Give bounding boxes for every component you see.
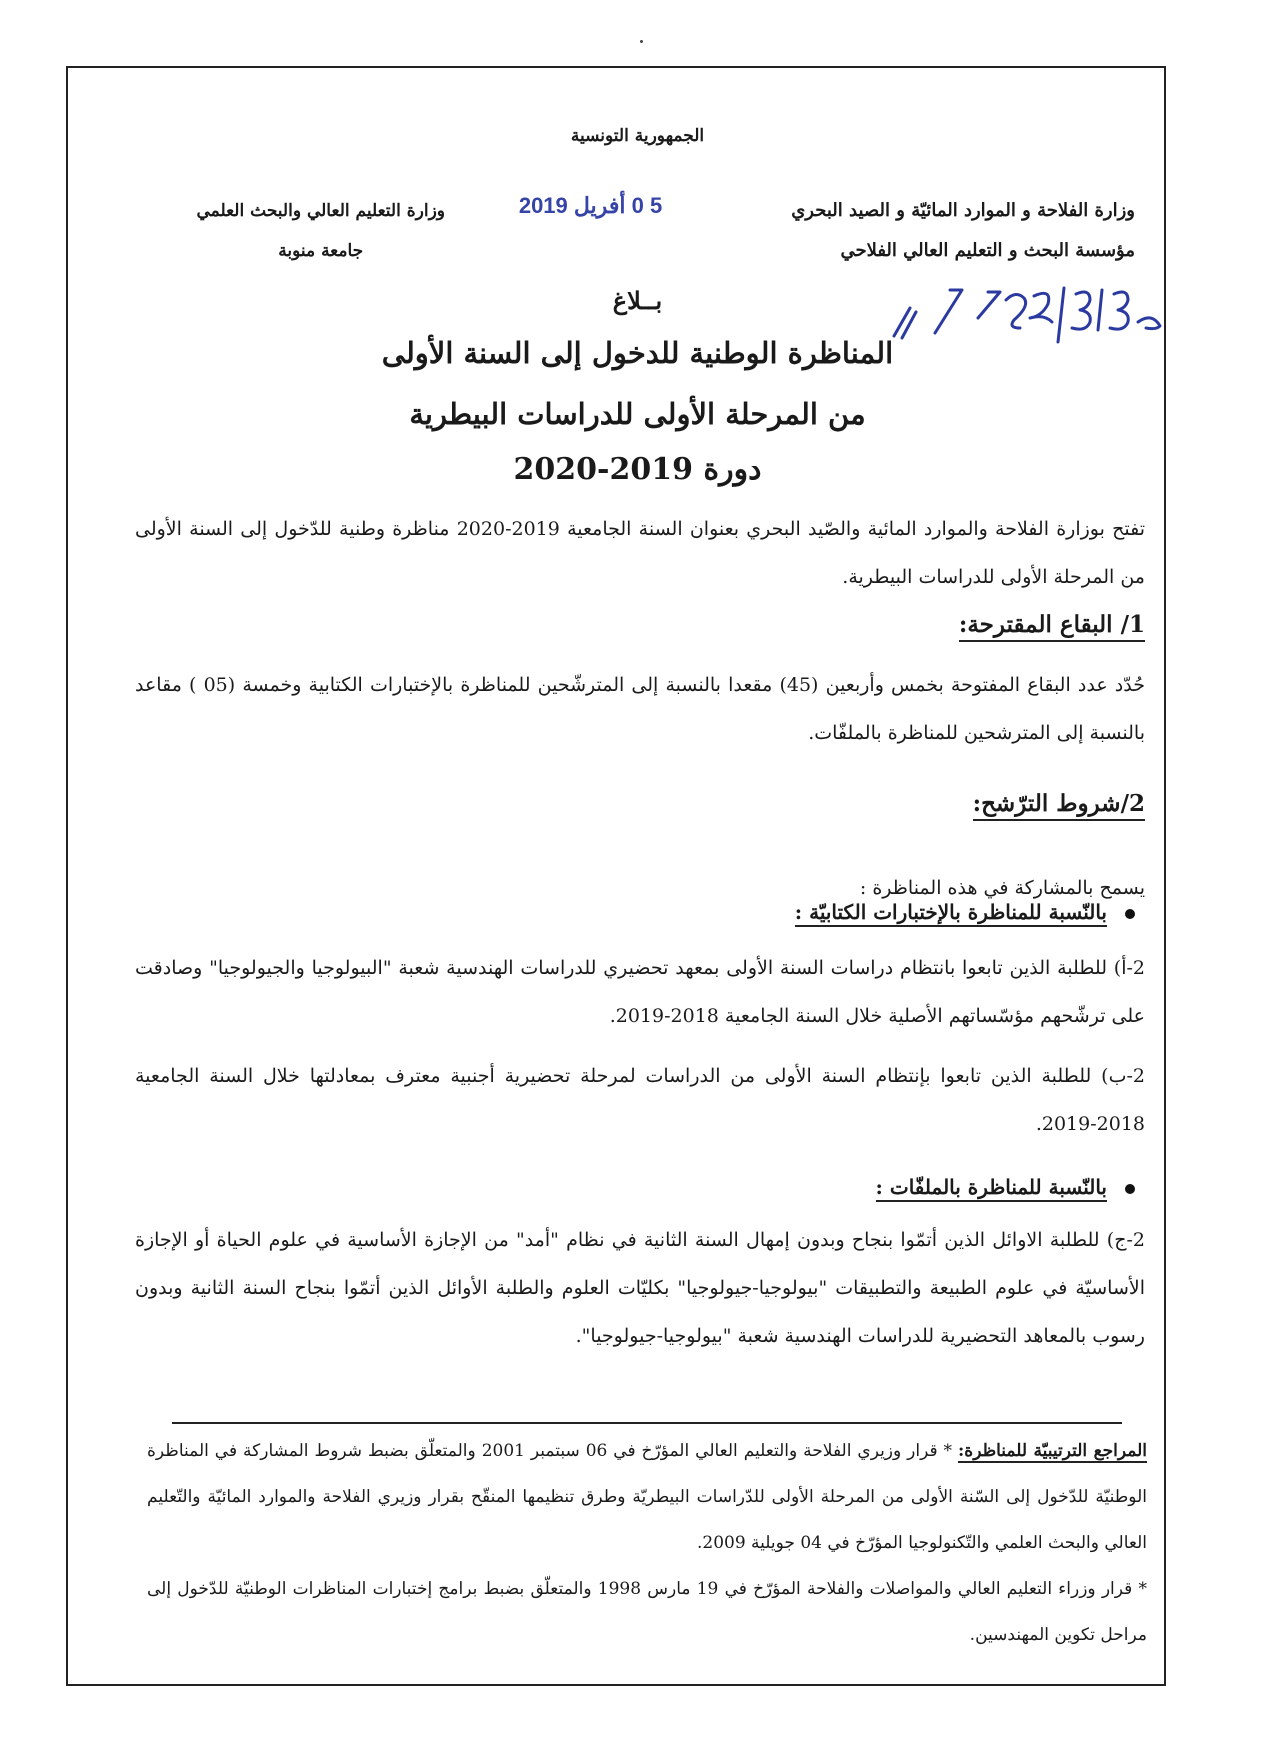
files-bullet bbox=[876, 1175, 1135, 1202]
written-exam-heading: بالنّسبة للمناظرة بالإختبارات الكتابيّة : bbox=[795, 900, 1107, 927]
co-ministry-block bbox=[196, 191, 445, 271]
reference-1 bbox=[147, 1428, 1147, 1566]
research-institution: مؤسسة البحث و التعليم العالي الفلاحي bbox=[840, 240, 1135, 261]
item-2c: 2-ج) للطلبة الاوائل الذين أتمّوا بنجاح وبدون إمهال السنة الثانية في نظام "أمد" من الإجازة الأساسية في علوم الحياة أو الإجازة الأساسيّة في علوم الطبيعة والتطبيقات "بيولوجيا-جيولوجيا" بكليّات العلوم والطلبة الأوائل الذين أتمّوا بنجاح السنة الثانية وبدون رسوب بالمعاهد التحضيرية للدراسات الهندسية شعبة "بيولوجيا-جيولوجيا". bbox=[135, 1229, 1145, 1347]
eligibility-intro: يسمح بالمشاركة في هذه المناظرة : bbox=[859, 877, 1145, 899]
item-2b: 2-ب) للطلبة الذين تابعوا بإنتظام السنة الأولى من الدراسات لمرحلة تحضيرية أجنبية معترف بمعادلتها خلال السنة الجامعية 2018-2019. bbox=[135, 1065, 1145, 1135]
reference-2-text: * قرار وزراء التعليم العالي والمواصلات والفلاحة المؤرّخ في 19 مارس 1998 والمتعلّق بضبط برامج إختبارات المناظرات الوطنيّة للدّخول إلى مراحل تكوين المهندسين. bbox=[147, 1579, 1147, 1645]
bullet-icon bbox=[1125, 1184, 1135, 1194]
republic-heading: الجمهورية التونسية bbox=[570, 126, 705, 146]
section2-heading: 2/شروط الترّشح: bbox=[973, 790, 1145, 821]
regulatory-references bbox=[147, 1428, 1147, 1658]
scan-mark bbox=[640, 40, 643, 43]
higher-education-ministry: وزارة التعليم العالي والبحث العلمي bbox=[196, 201, 445, 221]
notice-title-line1: المناظرة الوطنية للدخول إلى السنة الأولى bbox=[381, 336, 894, 370]
notice-label: بــلاغ bbox=[612, 286, 663, 315]
issuing-ministry-block bbox=[791, 191, 1135, 271]
files-heading: بالنّسبة للمناظرة بالملفّات : bbox=[876, 1175, 1107, 1202]
university-name: جامعة منوبة bbox=[278, 241, 364, 261]
section1-heading: 1/ البقاع المقترحة: bbox=[959, 611, 1145, 642]
agriculture-ministry: وزارة الفلاحة و الموارد المائيّة و الصيد البحري bbox=[791, 200, 1135, 221]
written-exam-bullet bbox=[795, 900, 1135, 927]
date-stamp: 5 0 أفريل 2019 bbox=[518, 193, 663, 218]
footnote-divider bbox=[172, 1422, 1122, 1424]
notice-session-year: دورة 2019-2020 bbox=[513, 452, 762, 487]
bullet-icon bbox=[1125, 909, 1135, 919]
notice-title-line2: من المرحلة الأولى للدراسات البيطرية bbox=[409, 397, 866, 431]
reference-1-text: * قرار وزيري الفلاحة والتعليم العالي المؤرّخ في 06 سبتمبر 2001 والمتعلّق بضبط شروط المشاركة في المناظرة الوطنيّة للدّخول إلى السّنة الأولى من المرحلة الأولى للدّراسات البيطريّة وطرق تنظيمها المنقّح بقرار وزيري الفلاحة والموارد المائيّة والتّعليم العالي والبحث العلمي والتّكنولوجيا المؤرّخ في 04 جويلية 2009. bbox=[147, 1441, 1147, 1553]
section1-body: حُدّد عدد البقاع المفتوحة بخمس وأربعين (45) مقعدا بالنسبة إلى المترشّحين للمناظرة بالإختبارات الكتابية وخمسة (05 ) مقاعد بالنسبة إلى المترشحين للمناظرة بالملفّات. bbox=[135, 674, 1145, 744]
references-label: المراجع الترتيبيّة للمناظرة: bbox=[958, 1441, 1148, 1461]
intro-paragraph: تفتح بوزارة الفلاحة والموارد المائية والصّيد البحري بعنوان السنة الجامعية 2019-2020 مناظرة وطنية للدّخول إلى السنة الأولى من المرحلة الأولى للدراسات البيطرية. bbox=[135, 518, 1146, 588]
item-2a: 2-أ) للطلبة الذين تابعوا بانتظام دراسات السنة الأولى بمعهد تحضيري للدراسات الهندسية شعبة "البيولوجيا والجيولوجيا" وصادقت على ترشّحهم مؤسّساتهم الأصلية خلال السنة الجامعية 2018-2019. bbox=[135, 957, 1145, 1027]
